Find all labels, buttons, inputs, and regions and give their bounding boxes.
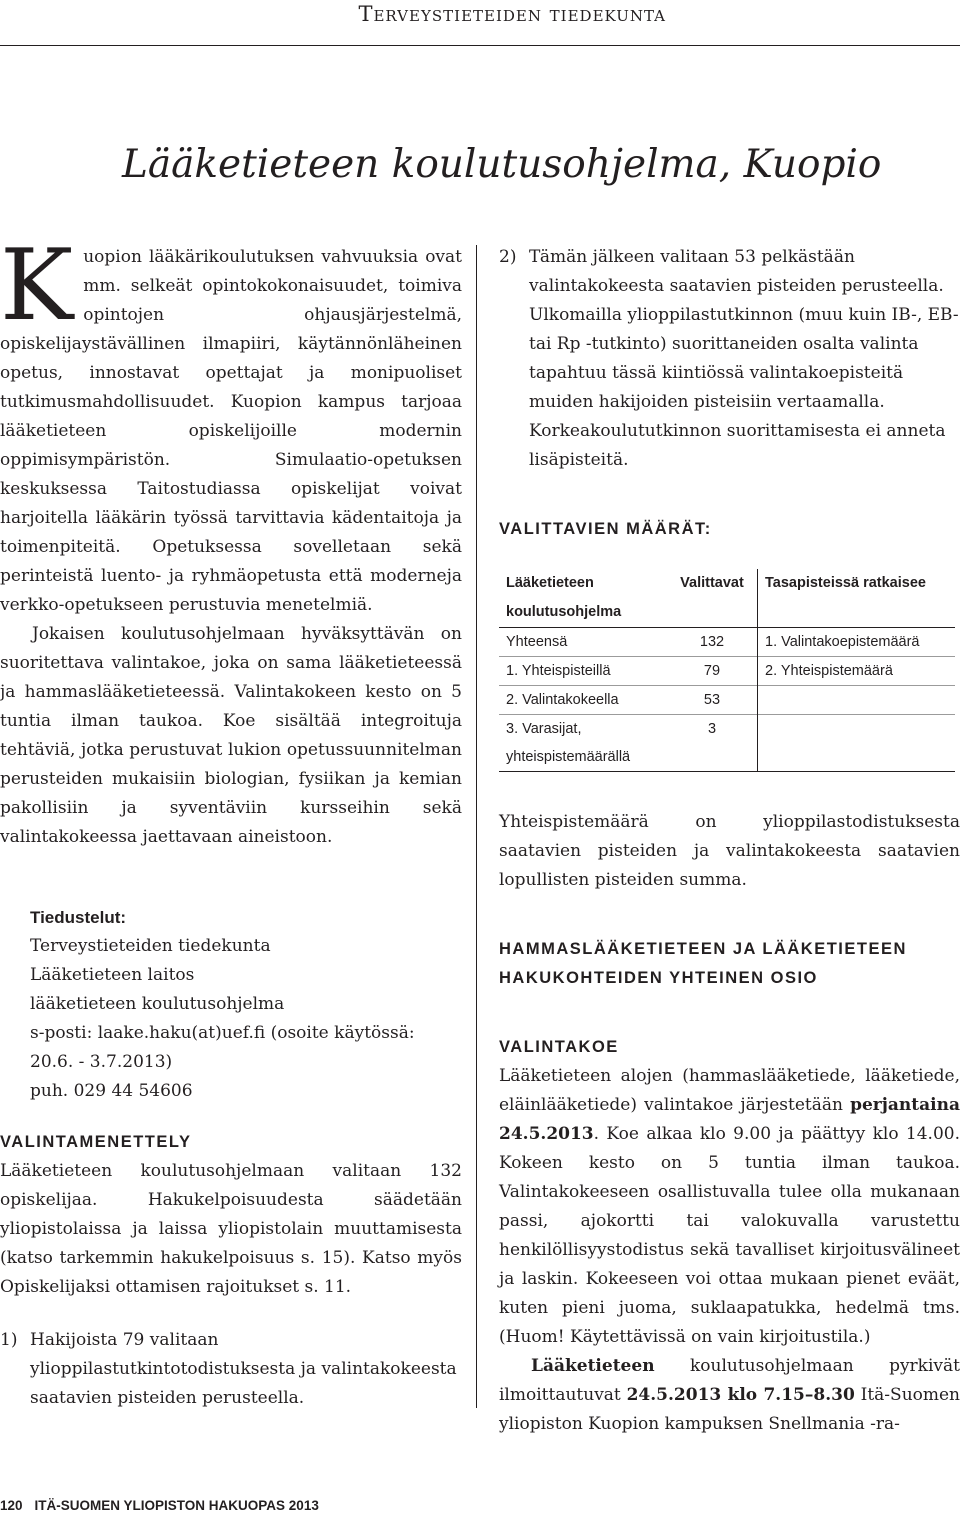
program-name: Lääketieteen <box>531 1356 655 1376</box>
contact-label: Tiedustelut: <box>30 908 127 927</box>
contact-line: Lääketieteen laitos <box>30 965 195 985</box>
maarat-heading: VALITTAVIEN MÄÄRÄT: <box>499 520 712 538</box>
publication-title: ITÄ-SUOMEN YLIOPISTON HAKUOPAS 2013 <box>34 1498 319 1513</box>
page-footer <box>0 1498 319 1513</box>
text-run: koulutusohjelmaan pyrkivät ilmoittautuvat <box>499 1356 960 1405</box>
row-tiebreak: 2. Yhteispistemäärä <box>758 657 956 686</box>
table-header-row <box>499 569 955 628</box>
right-column <box>499 243 960 1439</box>
row-tiebreak <box>758 686 956 715</box>
item-text: Hakijoista 79 valitaan ylioppilastutkintotodistuksesta ja valintakokeesta saatavien pisteiden perusteella. <box>30 1330 457 1408</box>
column-header: Valittavat <box>680 575 744 591</box>
column-header: Tasapisteissä ratkaisee <box>758 569 956 628</box>
row-tiebreak: 1. Valintakoepistemäärä <box>758 628 956 657</box>
drop-cap: K <box>0 229 74 343</box>
contact-phone: puh. 029 44 54606 <box>30 1081 193 1101</box>
contact-line: Terveystieteiden tiedekunta <box>30 936 271 956</box>
numbered-item-2 <box>499 243 960 475</box>
table-row <box>499 657 955 686</box>
left-column <box>0 229 462 1413</box>
numbered-item-1 <box>0 1326 462 1413</box>
item-number: 1) <box>0 1330 18 1350</box>
text-run: Itä-Suomen yliopiston Kuopion kampuksen Snellmania -ra- <box>499 1385 960 1434</box>
contact-email: s-posti: laake.haku(at)uef.fi (osoite käytössä: 20.6. - 3.7.2013) <box>30 1023 415 1072</box>
table-row <box>499 686 955 715</box>
registration-time: 24.5.2013 klo 7.15–8.30 <box>626 1385 855 1405</box>
row-label: 3. Varasijat, yhteispistemäärällä <box>506 721 631 765</box>
item-number: 2) <box>499 247 517 267</box>
valintamenettely-heading: VALINTAMENETTELY <box>0 1133 192 1151</box>
row-label: 1. Yhteispisteillä <box>506 663 611 679</box>
quota-table <box>499 569 955 772</box>
column-header: Lääketieteen koulutusohjelma <box>506 575 622 620</box>
contact-block <box>30 903 462 1106</box>
valintakoe-heading: VALINTAKOE <box>499 1038 619 1056</box>
text-run: . Koe alkaa klo 9.00 ja päättyy klo 14.00. Kokeen kesto on 5 tuntia ilman taukoa. Valintakokeeseen osallistuvalla tulee olla mukanaan passi, ajokortti tai valokuvalla varustettu henkilöllisyystodistus sekä tavalliset kirjoitusvälineet ja laskin. Kokeeseen voi ottaa mukaan pienet eväät, kuten pieni juoma, suklaapatukka, hedelmä tms. (Huom! Käytettävissä on vain kirjoitustila.) <box>499 1124 960 1347</box>
header-rule <box>0 45 960 46</box>
hakukohteet-heading: HAMMASLÄÄKETIETEEN JA LÄÄKETIETEEN HAKUKOHTEIDEN YHTEINEN OSIO <box>499 940 907 987</box>
row-label: 2. Valintakokeella <box>506 692 619 708</box>
row-value: 132 <box>699 634 725 650</box>
row-value: 79 <box>703 663 721 679</box>
row-tiebreak <box>758 715 956 772</box>
table-row <box>499 715 955 772</box>
entrance-exam-paragraph: Jokaisen koulutusohjelmaan hyväksyttävän on suoritettava valintakoe, joka on sama lääketieteessä ja hammaslääketieteessä. Valintakokeen kesto on 5 tuntia ilman taukoa. Koe sisältää integroituja tehtäviä, jotka perustuvat lukion opetussuunnitelman perusteiden mukaisiin biologian, fysiikan ja kemian pakollisiin ja syventäviin kursseihin sekä valintakokeessa jaettavaan aineistoon. <box>0 624 462 847</box>
running-head: Terveystieteiden tiedekunta <box>358 2 666 26</box>
intro-text: uopion lääkärikoulutuksen vahvuuksia ovat mm. selkeät opintokokonaisuudet, toimiva opintojen ohjausjärjestelmä, opiskelijaystävällinen ilmapiiri, käytännönläheinen opetus, innostavat opettajat ja monipuoliset tutkimusmahdollisuudet. Kuopion kampus tarjoaa lääketieteen opiskelijoille modernin oppimisympäristön. Simulaatio-opetuksen keskuksessa Taitostudiassa opiskelijat voivat harjoitella lääkärin työssä tarvittavia kädentaitoja ja toimenpiteitä. Opetuksessa sovelletaan sekä perinteistä luento- ja ryhmäopetusta että moderneja verkko-opetukseen perustuvia menetelmiä. <box>0 247 462 615</box>
valintamenettely-text: Lääketieteen koulutusohjelmaan valitaan 132 opiskelijaa. Hakukelpoisuudesta säädetään yliopistolaissa ja laissa yliopistolain muuttamisesta (katso tarkemmin hakukelpoisuus s. 15). Katso myös Opiskelijaksi ottamisen rajoitukset s. 11. <box>0 1161 462 1297</box>
item-text: Tämän jälkeen valitaan 53 pelkästään valintakokeesta saatavien pisteiden perusteella. Ulkomailla ylioppilastutkinnon (muu kuin IB-, EB- tai Rp -tutkinto) suorittaneiden osalta valinta tapahtuu tässä kiintiössä valintakoepisteitä muiden hakijoiden pisteisiin vertaamalla. Korkeakoulututkinnon suorittamisesta ei anneta lisäpisteitä. <box>529 247 959 470</box>
row-label: Yhteensä <box>506 634 568 650</box>
row-value: 53 <box>703 692 721 708</box>
exam-date: perjantaina 24.5.2013 <box>499 1095 960 1144</box>
page-title: Lääketieteen koulutusohjelma, Kuopio <box>122 142 882 187</box>
text-run: Lääketieteen alojen (hammaslääketiede, lääketiede, eläinlääketiede) valintakoe järjestetään <box>499 1066 960 1115</box>
table-row <box>499 628 955 657</box>
registration-paragraph <box>499 1352 960 1439</box>
intro-paragraph <box>0 229 462 620</box>
page-number: 120 <box>0 1498 23 1513</box>
row-value: 3 <box>707 721 717 737</box>
yhteispiste-paragraph: Yhteispistemäärä on ylioppilastodistuksesta saatavien pisteiden ja valintakokeesta saatavien lopullisten pisteiden summa. <box>499 812 960 890</box>
valintakoe-paragraph <box>499 1062 960 1352</box>
contact-line: lääketieteen koulutusohjelma <box>30 994 285 1014</box>
column-divider <box>476 245 477 1408</box>
